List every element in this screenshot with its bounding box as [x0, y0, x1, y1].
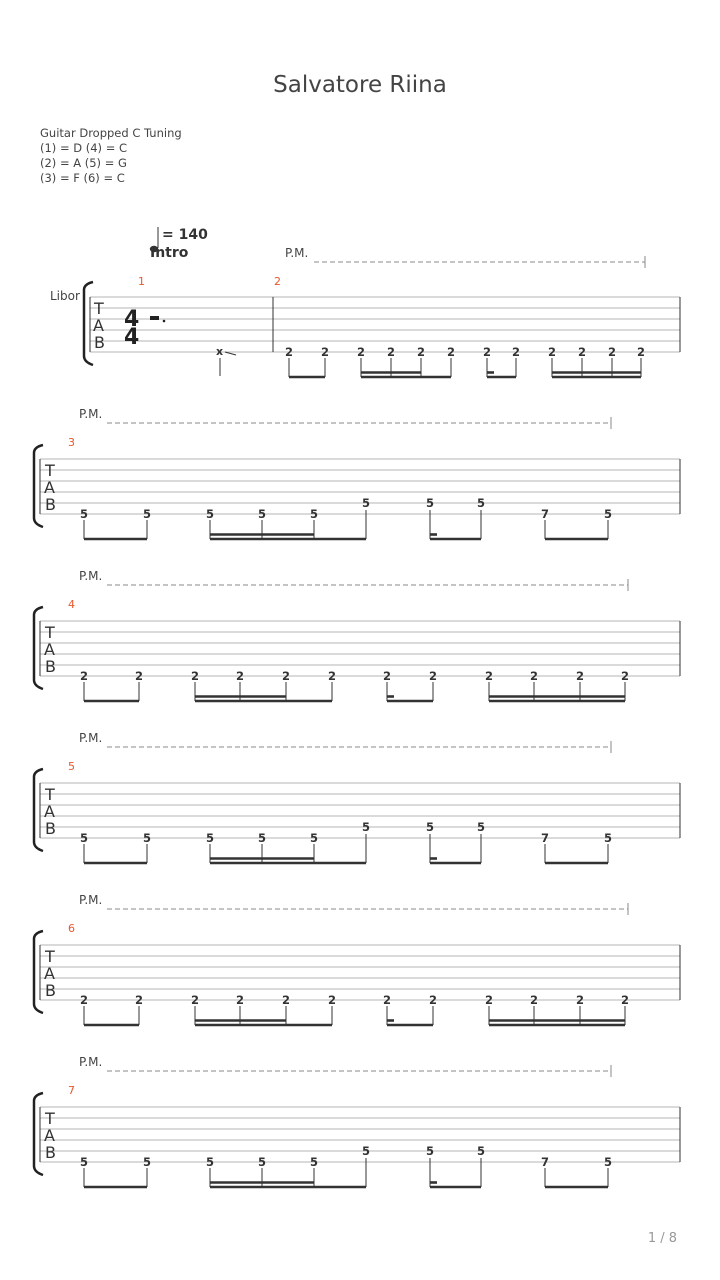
- tempo-value: = 140: [162, 227, 208, 243]
- fret-number: 2: [575, 993, 585, 1007]
- measure-number: 6: [68, 922, 75, 935]
- fret-number: 5: [425, 1144, 435, 1158]
- fret-number: 2: [484, 993, 494, 1007]
- fret-number: 5: [79, 1155, 89, 1169]
- fret-number: 5: [603, 507, 613, 521]
- fret-number: 2: [529, 669, 539, 683]
- song-title: Salvatore Riina: [273, 72, 447, 98]
- tab-system-6: [34, 1055, 680, 1187]
- fret-number: 2: [529, 993, 539, 1007]
- fret-number: 5: [476, 496, 486, 510]
- fret-number: 2: [327, 669, 337, 683]
- fret-number: 2: [416, 345, 426, 359]
- half-rest-icon: [150, 316, 159, 320]
- fret-number: 5: [476, 820, 486, 834]
- fret-number: 5: [257, 1155, 267, 1169]
- tab-clef-b: B: [45, 819, 56, 838]
- fret-number: 2: [511, 345, 521, 359]
- fret-number: 2: [577, 345, 587, 359]
- fret-number: 5: [142, 831, 152, 845]
- palm-mute-label: P.M.: [79, 1055, 103, 1069]
- fret-number: 2: [281, 669, 291, 683]
- fret-number: 2: [235, 669, 245, 683]
- track-name: Libor: [50, 289, 80, 303]
- tab-clef-a: A: [44, 478, 55, 497]
- fret-number: 2: [446, 345, 456, 359]
- tab-systems: [34, 407, 680, 1187]
- fret-number: 2: [356, 345, 366, 359]
- tab-clef-t: T: [94, 299, 104, 318]
- fret-number: 5: [603, 1155, 613, 1169]
- tempo-marking: [150, 227, 208, 261]
- fret-number: 2: [482, 345, 492, 359]
- rest-dot: [163, 320, 166, 323]
- palm-mute-label: P.M.: [79, 731, 103, 745]
- tab-clef-a: A: [44, 640, 55, 659]
- time-sig-denominator: 4: [124, 325, 140, 350]
- fret-number: 5: [257, 831, 267, 845]
- system-bracket: [34, 769, 43, 851]
- tab-system-4: [34, 731, 680, 863]
- page-number: 1 / 8: [647, 1231, 677, 1246]
- fret-number: 2: [428, 993, 438, 1007]
- fret-number: 2: [235, 993, 245, 1007]
- fret-number: 2: [284, 345, 294, 359]
- tab-system-2: [34, 407, 680, 539]
- fret-number: 2: [620, 993, 630, 1007]
- tuning-header: Guitar Dropped C Tuning: [40, 126, 182, 140]
- staff-lines: [90, 297, 680, 352]
- fret-number: 2: [428, 669, 438, 683]
- system-bracket: [34, 445, 43, 527]
- tab-system-1: [84, 246, 680, 377]
- system-bracket: [34, 931, 43, 1013]
- palm-mute-label: P.M.: [285, 246, 309, 260]
- tab-clef-t: T: [45, 1109, 55, 1128]
- system-bracket: [84, 282, 93, 365]
- dead-note: x: [216, 345, 224, 358]
- fret-number: 5: [205, 1155, 215, 1169]
- fret-number: 5: [425, 820, 435, 834]
- fret-number: 5: [425, 496, 435, 510]
- tab-clef-t: T: [45, 623, 55, 642]
- fret-number: 2: [79, 669, 89, 683]
- fret-number: 5: [361, 496, 371, 510]
- fret-number: 2: [134, 669, 144, 683]
- fret-number: 2: [607, 345, 617, 359]
- fret-number: 5: [476, 1144, 486, 1158]
- tuning-line-3: (3) = F (6) = C: [40, 171, 125, 185]
- fret-number: 2: [484, 669, 494, 683]
- fret-number: 2: [327, 993, 337, 1007]
- measure-number: 5: [68, 760, 75, 773]
- system-bracket: [34, 607, 43, 689]
- fret-number: 5: [603, 831, 613, 845]
- fret-number: 5: [205, 831, 215, 845]
- fret-number: 2: [382, 669, 392, 683]
- fret-number: 5: [361, 1144, 371, 1158]
- tab-clef-a: A: [44, 1126, 55, 1145]
- fret-number: 5: [309, 1155, 319, 1169]
- tab-clef-b: B: [45, 657, 56, 676]
- fret-number: 5: [79, 507, 89, 521]
- fret-number: 5: [142, 507, 152, 521]
- fret-number: 2: [386, 345, 396, 359]
- fret-number: 2: [134, 993, 144, 1007]
- tab-clef-b: B: [45, 981, 56, 1000]
- fret-number: 5: [205, 507, 215, 521]
- fret-number: 2: [620, 669, 630, 683]
- tab-clef-b: B: [94, 333, 105, 352]
- tuning-line-1: (1) = D (4) = C: [40, 141, 128, 155]
- system-bracket: [34, 1093, 43, 1175]
- palm-mute-label: P.M.: [79, 569, 103, 583]
- measure-number: 1: [138, 275, 145, 288]
- fret-number: 2: [547, 345, 557, 359]
- fret-number: 2: [281, 993, 291, 1007]
- fret-number: 2: [190, 993, 200, 1007]
- section-marker: Intro: [150, 245, 189, 261]
- fret-number: 7: [540, 507, 550, 521]
- fret-number: 2: [320, 345, 330, 359]
- tab-clef-t: T: [45, 461, 55, 480]
- tab-clef-t: T: [45, 947, 55, 966]
- measure-number: 2: [274, 275, 281, 288]
- fret-number: 7: [540, 831, 550, 845]
- tab-system-3: [34, 569, 680, 701]
- tab-clef-b: B: [45, 495, 56, 514]
- fret-number: 2: [190, 669, 200, 683]
- fret-number: 5: [361, 820, 371, 834]
- measure-notes: [285, 345, 645, 377]
- tab-clef-a: A: [44, 802, 55, 821]
- fret-number: 5: [257, 507, 267, 521]
- tab-clef-t: T: [45, 785, 55, 804]
- fret-number: 5: [142, 1155, 152, 1169]
- palm-mute-label: P.M.: [79, 407, 103, 421]
- fret-number: 5: [79, 831, 89, 845]
- tab-clef-a: A: [93, 316, 104, 335]
- measure-number: 3: [68, 436, 75, 449]
- measure-number: 4: [68, 598, 75, 611]
- tuning-line-2: (2) = A (5) = G: [40, 156, 127, 170]
- fret-number: 2: [575, 669, 585, 683]
- tab-system-5: [34, 893, 680, 1025]
- time-sig-numerator: 4: [124, 307, 140, 332]
- tab-clef-a: A: [44, 964, 55, 983]
- fret-number: 2: [382, 993, 392, 1007]
- fret-number: 5: [309, 831, 319, 845]
- fret-number: 2: [79, 993, 89, 1007]
- tab-clef-b: B: [45, 1143, 56, 1162]
- palm-mute-label: P.M.: [79, 893, 103, 907]
- fret-number: 7: [540, 1155, 550, 1169]
- measure-number: 7: [68, 1084, 75, 1097]
- fret-number: 2: [636, 345, 646, 359]
- fret-number: 5: [309, 507, 319, 521]
